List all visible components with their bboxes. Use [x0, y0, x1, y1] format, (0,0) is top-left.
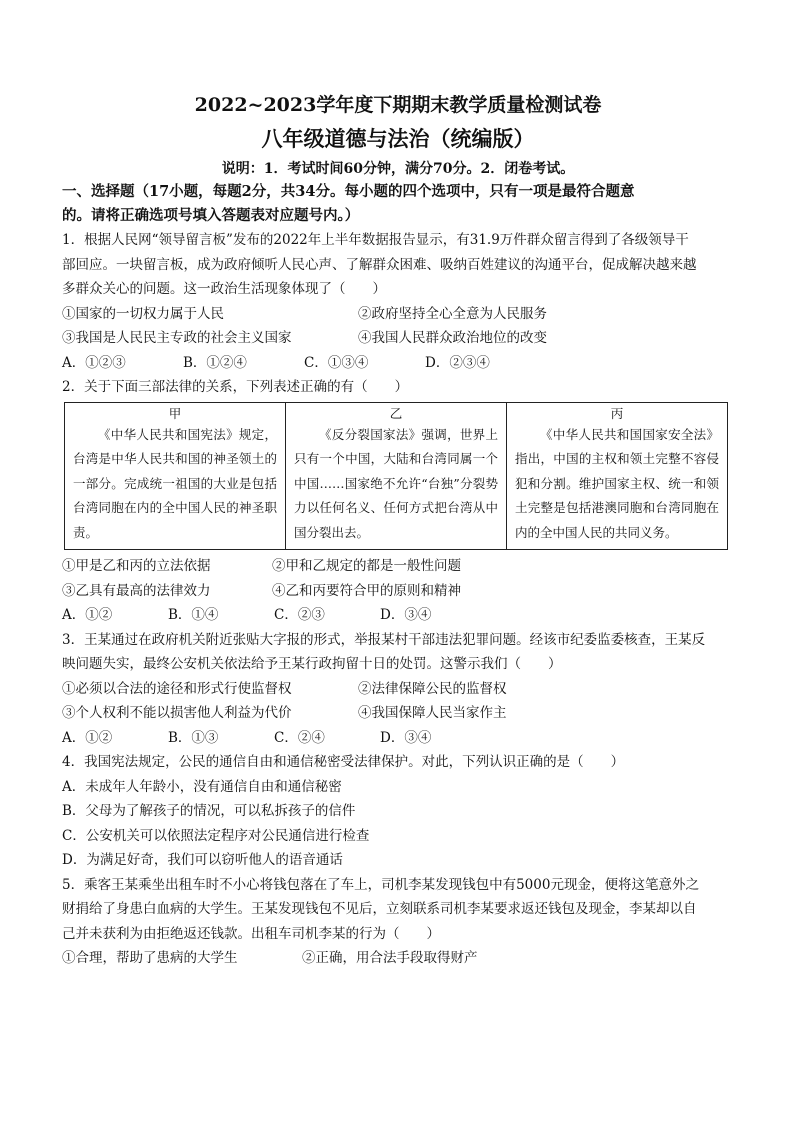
table-text-bing: 《中华人民共和国国家安全法》指出，中国的主权和领土完整不容侵犯和分割。维护国家主权、统一和领土完整是包括港澳同胞和台湾同胞在内的全中国人民的共同义务。: [515, 426, 719, 540]
q1-options-row2: [62, 326, 734, 351]
q5-line1: 5．乘客王某乘坐出租车时不小心将钱包落在了车上，司机李某发现钱包中有5000元现金，便将这笔意外之: [62, 876, 699, 893]
q2-choices: [62, 603, 734, 628]
table-header-yi: 乙: [389, 405, 403, 421]
q3-option-3: ③个人权利不能以损害他人利益为代价: [62, 705, 292, 721]
q2-option-4: ④乙和丙要符合甲的原则和精神: [272, 582, 461, 599]
q2-option-1: ①甲是乙和丙的立法依据: [62, 558, 211, 574]
question-5: [62, 873, 734, 947]
q5-line2: 财捐给了身患白血病的大学生。王某发现钱包不见后，立刻联系司机李某要求返还钱包及现金，李某却以自: [62, 901, 697, 917]
table-text-yi: 《反分裂国家法》强调，世界上只有一个中国，大陆和台湾同属一个中国……国家绝不允许“台独”分裂势力以任何名义、任何方式把台湾从中国分裂出去。: [294, 426, 498, 540]
law-comparison-table: [64, 402, 728, 551]
q2-option-3: ③乙具有最高的法律效力: [62, 582, 211, 599]
table-cell-yi: [286, 402, 507, 550]
table-cell-jia: [65, 402, 286, 550]
table-cell-bing: [507, 402, 728, 550]
q4-choice-d: D．为满足好奇，我们可以窃听他人的语音通话: [62, 852, 343, 868]
q1-line3: 多群众关心的问题。这一政治生活现象体现了（ ）: [62, 281, 386, 297]
q1-choice-b: B．①②④: [183, 354, 247, 371]
section-heading-line2: 的。请将正确选项号填入答题表对应题号内。）: [62, 207, 360, 224]
exam-title: 2022~2023学年度下期期末教学质量检测试卷: [194, 94, 602, 116]
q1-choice-a: A．①②③: [62, 354, 126, 371]
q2-stem: 2．关于下面三部法律的关系，下列表述正确的有（ ）: [62, 379, 409, 395]
q5-option-1: ①合理，帮助了患病的大学生: [62, 950, 238, 966]
q1-option-1: ①国家的一切权力属于人民: [62, 305, 224, 322]
q3-choice-a: A．①②: [62, 729, 113, 746]
q3-line1: 3．王某通过在政府机关附近张贴大字报的形式，举报某村干部违法犯罪问题。经该市纪委监委核查，王某反: [62, 631, 706, 648]
q1-choice-d: D．②③④: [425, 354, 490, 371]
q1-option-2: ②政府坚持全心全意为人民服务: [358, 305, 547, 322]
q3-option-1: ①必须以合法的途径和形式行使监督权: [62, 680, 292, 697]
q4-stem: 4．我国宪法规定，公民的通信自由和通信秘密受法律保护。对此，下列认识正确的是（ ）: [62, 754, 625, 770]
q2-option-2: ②甲和乙规定的都是一般性问题: [272, 558, 461, 574]
exam-note: 说明：1．考试时间60分钟，满分70分。2．闭卷考试。: [221, 161, 575, 177]
q4-choice-c: C．公安机关可以依照法定程序对公民通信进行检查: [62, 827, 370, 844]
section-heading-line1: 一、选择题（17小题，每题2分，共34分。每小题的四个选项中，只有一项是最符合题意: [62, 183, 635, 200]
q3-options-row1: [62, 677, 734, 702]
q3-choice-d: D．③④: [380, 729, 432, 746]
table-text-jia: 《中华人民共和国宪法》规定，台湾是中华人民共和国的神圣领土的一部分。完成统一祖国的大业是包括台湾同胞在内的全中国人民的神圣职责。: [73, 426, 277, 540]
q1-options-row1: [62, 302, 734, 327]
q3-option-4: ④我国保障人民当家作主: [358, 705, 507, 721]
table-row: [65, 402, 728, 550]
q2-choice-c: C．②③: [274, 607, 325, 623]
q5-options-row1: [62, 946, 734, 971]
q2-options-row2: [62, 579, 734, 604]
question-3: [62, 628, 734, 677]
exam-page: [62, 92, 734, 971]
q3-line2: 映问题失实，最终公安机关依法给予王某行政拘留十日的处罚。这警示我们（ ）: [62, 656, 562, 672]
q5-line3: 己并未获利为由拒绝返还钱款。出租车司机李某的行为（ ）: [62, 925, 440, 942]
exam-subtitle: 八年级道德与法治（统编版）: [261, 126, 535, 151]
section-heading: [62, 180, 734, 228]
q2-options-row1: [62, 554, 734, 579]
q1-line1: 1．根据人民网“领导留言板”发布的2022年上半年数据报告显示，有31.9万件群众留言得到了各级领导干: [62, 232, 689, 248]
q4-choice-a: A．未成年人年龄小，没有通信自由和通信秘密: [62, 778, 342, 795]
q5-option-2: ②正确，用合法手段取得财产: [302, 950, 478, 966]
q1-line2: 部回应。一块留言板，成为政府倾听人民心声、了解群众困难、吸纳百姓建议的沟通平台，促成解决越来越: [62, 256, 697, 273]
q1-choices: [62, 351, 734, 376]
q3-options-row2: [62, 701, 734, 726]
table-header-jia: 甲: [168, 405, 182, 421]
q3-choice-b: B．①③: [168, 729, 219, 746]
table-header-bing: 丙: [610, 405, 624, 421]
q2-choice-a: A．①②: [62, 607, 113, 623]
q3-choice-c: C．②④: [274, 729, 325, 746]
q3-option-2: ②法律保障公民的监督权: [358, 680, 507, 697]
q2-choice-b: B．①④: [168, 607, 219, 623]
q3-choices: [62, 726, 734, 751]
q2-choice-d: D．③④: [380, 607, 432, 623]
q1-option-3: ③我国是人民民主专政的社会主义国家: [62, 330, 292, 346]
q1-choice-c: C．①③④: [304, 354, 369, 371]
q4-choice-b: B．父母为了解孩子的情况，可以私拆孩子的信件: [62, 803, 356, 819]
q1-option-4: ④我国人民群众政治地位的改变: [358, 330, 547, 346]
question-1: [62, 228, 734, 302]
